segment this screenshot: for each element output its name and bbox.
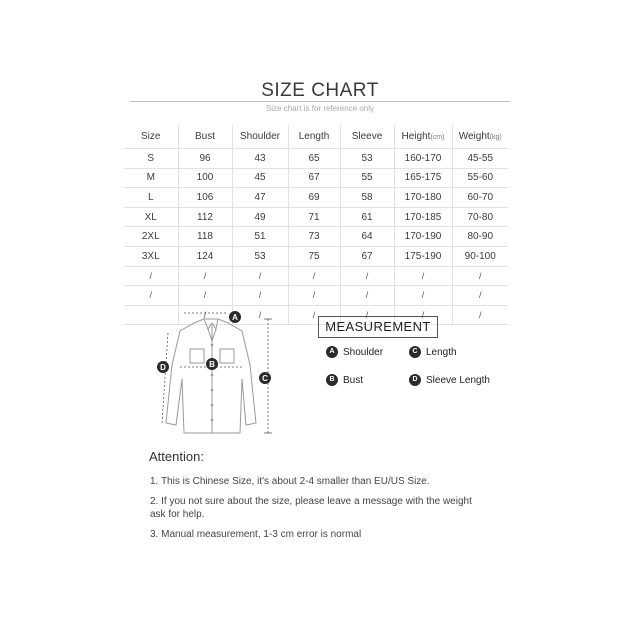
table-cell: 118 bbox=[178, 227, 232, 247]
table-cell: 65 bbox=[288, 149, 340, 169]
table-cell: 47 bbox=[232, 188, 288, 208]
legend-sleeve-length bbox=[409, 374, 490, 386]
table-cell: / bbox=[232, 286, 288, 306]
table-cell: M bbox=[124, 168, 178, 188]
table-cell: 70-80 bbox=[452, 207, 508, 227]
weight-unit: (kg) bbox=[489, 134, 502, 141]
table-row bbox=[124, 246, 508, 266]
marker-c-label: C bbox=[262, 374, 268, 383]
attention-note-2: 2. If you not sure about the size, please leave a message with the weight ask for help. bbox=[150, 496, 472, 520]
table-cell: / bbox=[178, 286, 232, 306]
table-row bbox=[124, 286, 508, 306]
badge-d: D bbox=[409, 374, 421, 386]
table-cell: 60-70 bbox=[452, 188, 508, 208]
table-cell: / bbox=[340, 266, 394, 286]
column-header-size: Size bbox=[124, 125, 178, 149]
marker-a-label: A bbox=[232, 313, 238, 322]
table-cell: 160-170 bbox=[394, 149, 452, 169]
table-cell: 64 bbox=[340, 227, 394, 247]
table-cell: 53 bbox=[232, 246, 288, 266]
column-header-length: Length bbox=[288, 125, 340, 149]
attention-note-1: 1. This is Chinese Size, it's about 2-4 smaller than EU/US Size. bbox=[150, 476, 430, 487]
table-cell: / bbox=[232, 305, 288, 325]
table-cell: 124 bbox=[178, 246, 232, 266]
title-divider bbox=[130, 101, 510, 102]
marker-c bbox=[259, 372, 271, 384]
table-cell: 53 bbox=[340, 149, 394, 169]
table-cell: 55 bbox=[340, 168, 394, 188]
table-cell: 58 bbox=[340, 188, 394, 208]
table-cell: 96 bbox=[178, 149, 232, 169]
table-row bbox=[124, 266, 508, 286]
table-cell: 170-180 bbox=[394, 188, 452, 208]
table-cell: 80-90 bbox=[452, 227, 508, 247]
column-header-weight: Weight(kg) bbox=[452, 125, 508, 149]
table-cell: / bbox=[124, 286, 178, 306]
table-cell: 2XL bbox=[124, 227, 178, 247]
table-cell: 69 bbox=[288, 188, 340, 208]
column-header-sleeve: Sleeve bbox=[340, 125, 394, 149]
legend-bust-label: Bust bbox=[343, 374, 364, 386]
marker-b-label: B bbox=[209, 360, 215, 369]
size-chart-title: SIZE CHART bbox=[261, 80, 379, 101]
badge-c: C bbox=[409, 346, 421, 358]
badge-b: B bbox=[326, 374, 338, 386]
table-cell: 112 bbox=[178, 207, 232, 227]
legend-sleeve-length-label: Sleeve Length bbox=[426, 374, 490, 386]
table-cell: 45-55 bbox=[452, 149, 508, 169]
measurement-title: MEASUREMENT bbox=[318, 316, 438, 338]
table-row bbox=[124, 188, 508, 208]
table-cell: / bbox=[452, 286, 508, 306]
shirt-diagram bbox=[150, 305, 280, 445]
size-chart-subtitle: Size chart is for reference only bbox=[265, 104, 375, 113]
table-cell: 43 bbox=[232, 149, 288, 169]
table-cell: / bbox=[394, 305, 452, 325]
table-cell: / bbox=[124, 266, 178, 286]
table-cell: L bbox=[124, 188, 178, 208]
attention-heading: Attention: bbox=[149, 449, 204, 464]
table-cell: 71 bbox=[288, 207, 340, 227]
column-header-height: Height(cm) bbox=[394, 125, 452, 149]
table-cell: 75 bbox=[288, 246, 340, 266]
table-cell: 67 bbox=[340, 246, 394, 266]
legend-shoulder-label: Shoulder bbox=[343, 346, 384, 358]
table-cell: XL bbox=[124, 207, 178, 227]
table-cell: 61 bbox=[340, 207, 394, 227]
table-cell: / bbox=[288, 305, 340, 325]
table-cell: / bbox=[394, 266, 452, 286]
table-cell: / bbox=[394, 286, 452, 306]
legend-shoulder bbox=[326, 346, 383, 358]
table-cell: / bbox=[178, 266, 232, 286]
height-unit: (cm) bbox=[430, 134, 445, 141]
table-cell: 170-185 bbox=[394, 207, 452, 227]
legend-length-label: Length bbox=[426, 346, 457, 358]
table-cell: / bbox=[452, 266, 508, 286]
attention-note-3: 3. Manual measurement, 1-3 cm error is normal bbox=[150, 529, 362, 540]
table-cell: 175-190 bbox=[394, 246, 452, 266]
column-header-bust: Bust bbox=[178, 125, 232, 149]
table-cell: 73 bbox=[288, 227, 340, 247]
legend-length bbox=[409, 346, 457, 358]
table-cell: / bbox=[288, 286, 340, 306]
table-row bbox=[124, 207, 508, 227]
table-cell: 51 bbox=[232, 227, 288, 247]
table-cell: S bbox=[124, 149, 178, 169]
table-cell: 165-175 bbox=[394, 168, 452, 188]
table-cell: 49 bbox=[232, 207, 288, 227]
table-cell: / bbox=[178, 305, 232, 325]
table-cell: 170-190 bbox=[394, 227, 452, 247]
table-cell: 55-60 bbox=[452, 168, 508, 188]
size-table bbox=[124, 125, 508, 325]
table-cell: / bbox=[232, 266, 288, 286]
table-row bbox=[124, 149, 508, 169]
table-cell: 90-100 bbox=[452, 246, 508, 266]
legend-bust bbox=[326, 374, 363, 386]
table-header-row bbox=[124, 125, 508, 149]
column-header-shoulder: Shoulder bbox=[232, 125, 288, 149]
table-cell: / bbox=[340, 286, 394, 306]
table-cell: / bbox=[288, 266, 340, 286]
table-cell: / bbox=[452, 305, 508, 325]
marker-b bbox=[206, 358, 218, 370]
table-cell: 3XL bbox=[124, 246, 178, 266]
marker-a bbox=[229, 311, 241, 323]
marker-d bbox=[157, 361, 169, 373]
table-row bbox=[124, 168, 508, 188]
table-cell: 106 bbox=[178, 188, 232, 208]
table-cell: / bbox=[340, 305, 394, 325]
table-cell: 45 bbox=[232, 168, 288, 188]
badge-a: A bbox=[326, 346, 338, 358]
marker-d-label: D bbox=[160, 363, 166, 372]
table-cell: 67 bbox=[288, 168, 340, 188]
table-row bbox=[124, 227, 508, 247]
table-cell: 100 bbox=[178, 168, 232, 188]
